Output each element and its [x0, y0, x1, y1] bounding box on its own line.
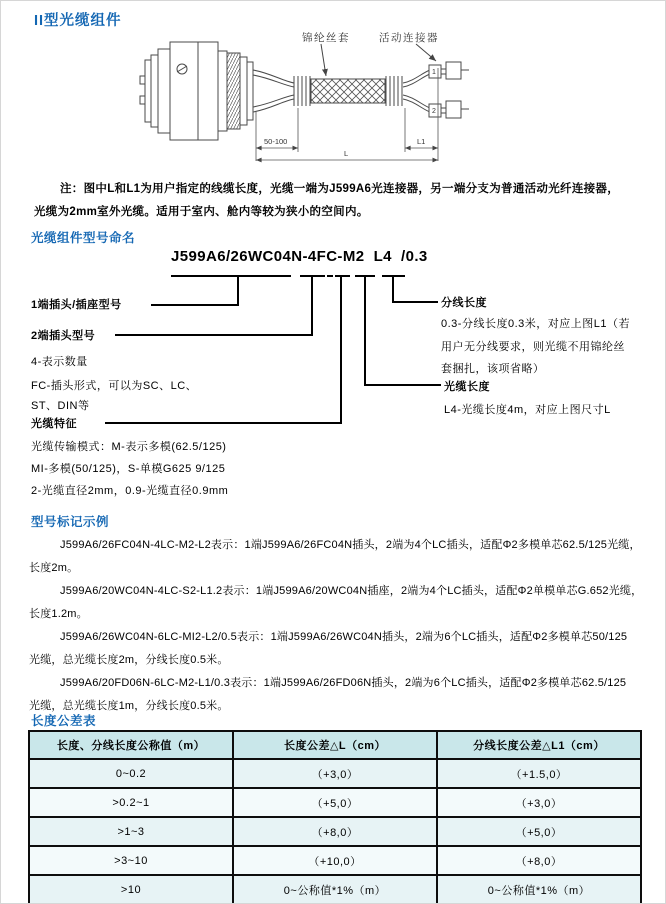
- naming-section-heading: 光缆组件型号命名: [31, 231, 136, 245]
- table-row: [29, 817, 641, 846]
- cable-assembly-drawing: [128, 28, 473, 176]
- cell-nominal: >1~3: [29, 817, 233, 846]
- cable-feature-label: 光缆特征: [31, 418, 77, 430]
- branch-2-number: 2: [432, 108, 436, 115]
- callout-line-end2-h: [115, 334, 313, 336]
- cell-nominal: >10: [29, 875, 233, 904]
- branch-length-line-2: 用户无分线要求，则光缆不用锦纶丝: [441, 341, 625, 353]
- table-row: [29, 846, 641, 875]
- cell-length-tol: 0~公称值*1%（m）: [233, 875, 437, 904]
- dim-boot-length: 50-100: [264, 137, 288, 146]
- table-row: [29, 788, 641, 817]
- branch-fibers: [403, 70, 430, 112]
- underline-segment-3: [335, 275, 350, 277]
- mode-line-2: MI-多模(50/125)，S-单模G625 9/125: [31, 463, 226, 475]
- page-title: II型光缆组件: [34, 13, 122, 29]
- branch-length-line-1: 0.3-分线长度0.3米，对应上图L1（若: [441, 318, 630, 330]
- mode-line-3: 2-光缆直径2mm，0.9-光缆直径0.9mm: [31, 485, 229, 497]
- note-line-2: 光缆为2mm室外光缆。适用于室内、舱内等较为狭小的空间内。: [34, 206, 369, 218]
- dim-branch-length: L1: [417, 137, 426, 146]
- example-line: J599A6/26FC04N-4LC-M2-L2表示：1端J599A6/26FC04N插头，2端为4个LC插头，适配Φ2多模单芯62.5/125光缆，: [60, 539, 641, 551]
- cell-nominal: >0.2~1: [29, 788, 233, 817]
- branch-1-number: 1: [432, 69, 436, 76]
- table-header-nominal: 长度、分线长度公称值（m）: [29, 731, 233, 759]
- callout-line-cablelen-h: [364, 384, 441, 386]
- cell-length-tol: （+5,0）: [233, 788, 437, 817]
- sleeve-collar-right: [386, 76, 402, 106]
- end2-label: 2端插头型号: [31, 330, 96, 342]
- end1-label: 1端插头/插座型号: [31, 299, 122, 311]
- sleeve-collar-left: [294, 76, 310, 106]
- tolerance-section-heading: 长度公差表: [31, 714, 97, 728]
- example-line: J599A6/20FD06N-6LC-M2-L1/0.3表示：1端J599A6/26FD06N插头，2端为6个LC插头，适配Φ2多模单芯62.5/125: [60, 677, 627, 689]
- callout-line-branchlen-h: [392, 301, 438, 303]
- connector-leader-line: [416, 44, 436, 61]
- callout-line-branchlen-v: [392, 275, 394, 303]
- circular-connector: [140, 42, 253, 140]
- callout-line-cablelen-v: [364, 275, 366, 386]
- example-line: J599A6/20WC04N-4LC-S2-L1.2表示：1端J599A6/20WC04N插座，2端为4个LC插头，适配Φ2单模单芯G.652光缆，: [60, 585, 643, 597]
- table-header-row: [29, 731, 641, 759]
- cell-nominal: >3~10: [29, 846, 233, 875]
- callout-line-end1-v: [237, 275, 239, 306]
- cell-branch-tol: （+5,0）: [437, 817, 641, 846]
- underline-segment-1: [171, 275, 291, 277]
- model-number: J599A6/26WC04N-4FC-M2 L4 /0.3: [171, 248, 428, 265]
- callout-line-end2-v: [311, 275, 313, 336]
- cable-boot: [253, 70, 294, 112]
- cell-length-tol: （+10,0）: [233, 846, 437, 875]
- dim-total-length: L: [344, 149, 349, 158]
- branch-length-line-3: 套捆扎，该项省略）: [441, 363, 545, 375]
- table-row: [29, 875, 641, 904]
- plug-form-line-1: FC-插头形式，可以为SC、LC、: [31, 380, 198, 392]
- quantity-line: 4-表示数量: [31, 356, 88, 368]
- cable-length-label: 光缆长度: [444, 381, 490, 393]
- cell-branch-tol: （+1.5,0）: [437, 759, 641, 788]
- cell-length-tol: （+8,0）: [233, 817, 437, 846]
- sleeve-label: 锦纶丝套: [302, 32, 350, 44]
- branch-length-label: 分线长度: [441, 297, 487, 309]
- cell-length-tol: （+3,0）: [233, 759, 437, 788]
- table-header-branch-tol: 分线长度公差△L1（cm）: [437, 731, 641, 759]
- table-header-length-tol: 长度公差△L（cm）: [233, 731, 437, 759]
- cell-nominal: 0~0.2: [29, 759, 233, 788]
- examples-list: [29, 534, 657, 718]
- note-line-1: 注：图中L和L1为用户指定的线缆长度，光缆一端为J599A6光连接器，另一端分支为普通活动光纤连接器，: [60, 183, 620, 195]
- braided-sleeve: [311, 79, 385, 103]
- table-body: [29, 759, 641, 904]
- cell-branch-tol: 0~公称值*1%（m）: [437, 875, 641, 904]
- mode-line-1: 光缆传输模式：M-表示多模(62.5/125): [31, 441, 227, 453]
- cell-branch-tol: （+3,0）: [437, 788, 641, 817]
- callout-line-end1-h: [151, 304, 239, 306]
- connector-label: 活动连接器: [379, 32, 439, 44]
- example-line: 光缆，总光缆长度2m，分线长度0.5米。: [29, 654, 229, 666]
- cell-branch-tol: （+8,0）: [437, 846, 641, 875]
- plug-form-line-2: ST、DIN等: [31, 400, 90, 412]
- examples-section-heading: 型号标记示例: [31, 515, 110, 529]
- callout-line-feature-h: [105, 422, 342, 424]
- table-row: [29, 759, 641, 788]
- callout-line-feature-v: [340, 275, 342, 424]
- underline-segment-3a: [327, 275, 333, 277]
- cable-length-line-1: L4-光缆长度4m，对应上图尺寸L: [444, 404, 611, 416]
- example-line: 长度1.2m。: [29, 608, 88, 620]
- sleeve-leader-line: [321, 44, 326, 76]
- example-line: 光缆，总光缆长度1m，分线长度0.5米。: [29, 700, 229, 712]
- tolerance-table: [28, 730, 642, 904]
- example-line: J599A6/26WC04N-6LC-MI2-L2/0.5表示：1端J599A6/26WC04N插头，2端为6个LC插头，适配Φ2多模单芯50/125: [60, 631, 628, 643]
- example-line: 长度2m。: [29, 562, 79, 574]
